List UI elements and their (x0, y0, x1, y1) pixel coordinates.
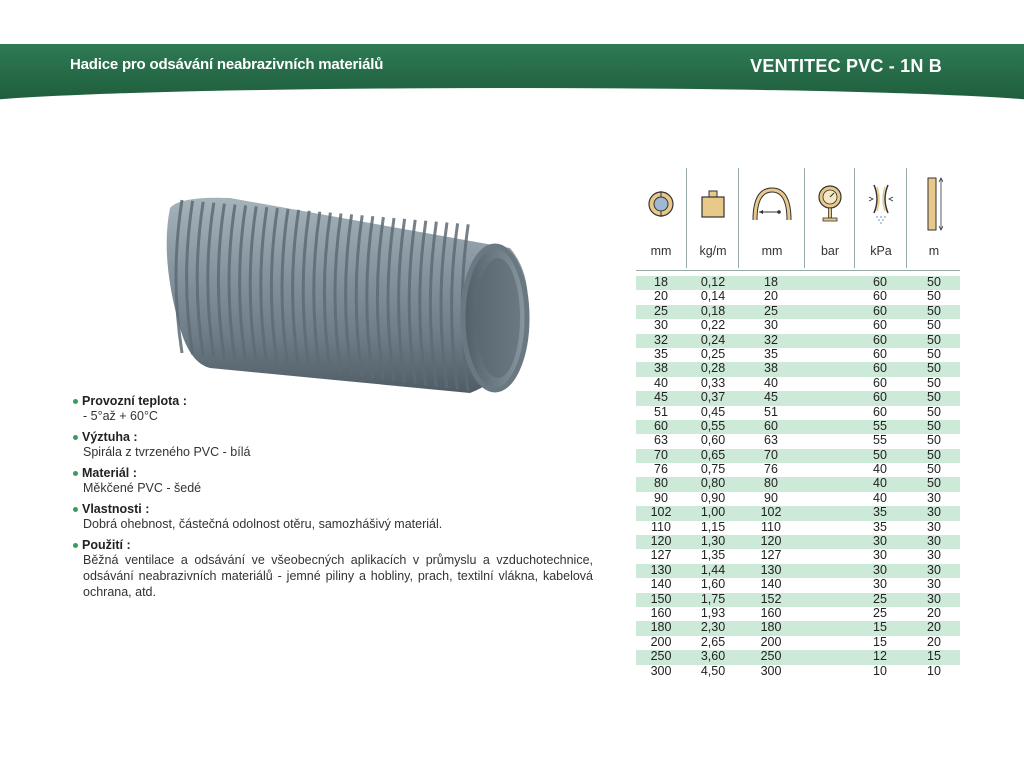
property-item (73, 502, 603, 532)
table-cell: 200 (760, 634, 782, 649)
bullet-icon (73, 471, 78, 476)
table-row (636, 449, 960, 463)
table-row (636, 636, 960, 650)
table-row (636, 420, 960, 434)
table-row (636, 621, 960, 635)
table-cell: 40 (654, 375, 668, 390)
table-cell: 250 (650, 649, 672, 664)
table-cell: 130 (760, 562, 782, 577)
property-value: Spirála z tvrzeného PVC - bílá (83, 445, 251, 459)
table-cell: 102 (650, 505, 672, 520)
table-cell: 140 (760, 577, 782, 592)
table-cell: 90 (654, 490, 668, 505)
table-cell: 30 (654, 318, 668, 333)
diameter-icon (636, 168, 686, 240)
table-cell: 2,30 (700, 620, 726, 635)
table-cell: 102 (760, 505, 782, 520)
table-cell: 0,14 (700, 289, 726, 304)
property-value: - 5°až + 60°C (83, 409, 158, 423)
table-cell: 1,60 (700, 577, 726, 592)
property-item (73, 430, 603, 460)
property-item (73, 538, 603, 600)
table-cell: 38 (764, 361, 778, 376)
table-cell: 0,28 (700, 361, 726, 376)
table-row (636, 607, 960, 621)
table-cell: 0,75 (700, 462, 726, 477)
table-cell: 30 (927, 577, 941, 592)
table-row (636, 535, 960, 549)
table-cell: 0,12 (700, 275, 726, 289)
table-cell: 90 (764, 490, 778, 505)
table-cell: 120 (760, 534, 782, 549)
table-cell: 35 (654, 346, 668, 361)
table-cell: 70 (764, 447, 778, 462)
table-cell: 30 (927, 505, 941, 520)
weight-icon (688, 168, 738, 240)
table-row (636, 319, 960, 333)
table-row (636, 434, 960, 448)
table-cell: 60 (873, 361, 887, 376)
table-cell: 152 (760, 591, 782, 606)
table-cell: 50 (927, 433, 941, 448)
table-cell: 50 (927, 289, 941, 304)
table-cell: 1,93 (700, 605, 726, 620)
table-row (636, 348, 960, 362)
header-curve-decoration (0, 88, 1024, 112)
table-cell: 1,30 (700, 534, 726, 549)
table-cell: 70 (654, 447, 668, 462)
property-label: Vlastnosti : (82, 502, 150, 516)
table-cell: 32 (654, 332, 668, 347)
table-cell: 160 (760, 605, 782, 620)
table-cell: 130 (650, 562, 672, 577)
table-cell: 35 (873, 519, 887, 534)
table-cell: 30 (927, 519, 941, 534)
property-value: Běžná ventilace a odsávání ve všeobecných aplikacích v průmyslu a vzduchotechnice, odsávání neabrazivních materiálů - jemné piliny a hobliny, prach, textilní vlákna, kabelová ochrana, atd. (83, 553, 593, 599)
table-row (636, 549, 960, 563)
table-cell: 0,25 (700, 346, 726, 361)
table-cell: 0,55 (700, 418, 726, 433)
table-row (636, 492, 960, 506)
table-cell: 60 (873, 404, 887, 419)
table-cell: 15 (873, 634, 887, 649)
table-row (636, 406, 960, 420)
unit-label: m (928, 244, 940, 258)
table-cell: 32 (764, 332, 778, 347)
table-cell: 10 (873, 663, 887, 678)
table-cell: 45 (764, 390, 778, 405)
table-cell: 30 (927, 548, 941, 563)
header-divider (636, 270, 960, 271)
table-cell: 60 (764, 418, 778, 433)
table-row (636, 391, 960, 405)
table-cell: 180 (650, 620, 672, 635)
table-row (636, 564, 960, 578)
table-cell: 30 (927, 562, 941, 577)
table-cell: 60 (654, 418, 668, 433)
table-cell: 50 (927, 318, 941, 333)
table-cell: 0,37 (700, 390, 726, 405)
table-cell: 1,75 (700, 591, 726, 606)
table-cell: 50 (927, 361, 941, 376)
table-cell: 30 (873, 534, 887, 549)
table-cell: 25 (764, 303, 778, 318)
unit-label: bar (820, 244, 840, 258)
properties-list (73, 394, 603, 606)
table-row (636, 593, 960, 607)
bullet-icon (73, 543, 78, 548)
table-cell: 38 (654, 361, 668, 376)
table-cell: 110 (761, 519, 781, 534)
property-item (73, 394, 603, 424)
table-cell: 180 (760, 620, 782, 635)
table-cell: 300 (760, 663, 782, 678)
table-cell: 25 (873, 591, 887, 606)
table-cell: 1,00 (700, 505, 726, 520)
table-cell: 45 (654, 390, 668, 405)
table-cell: 30 (927, 534, 941, 549)
table-cell: 110 (651, 519, 671, 534)
table-row (636, 305, 960, 319)
table-row (636, 506, 960, 520)
table-cell: 300 (650, 663, 672, 678)
table-cell: 60 (873, 346, 887, 361)
table-cell: 50 (873, 447, 887, 462)
table-cell: 20 (927, 620, 941, 635)
table-cell: 30 (927, 591, 941, 606)
table-cell: 0,24 (700, 332, 726, 347)
unit-label: mm (761, 244, 783, 258)
table-unit-row (636, 244, 960, 264)
table-cell: 10 (927, 663, 941, 678)
table-cell: 40 (873, 476, 887, 491)
table-row (636, 377, 960, 391)
table-cell: 0,90 (700, 490, 726, 505)
table-cell: 60 (873, 332, 887, 347)
bend-radius-icon (740, 168, 804, 240)
property-label: Použití : (82, 538, 131, 552)
table-cell: 1,35 (700, 548, 726, 563)
table-cell: 20 (927, 634, 941, 649)
table-cell: 60 (873, 303, 887, 318)
hose-illustration (140, 178, 540, 398)
table-cell: 50 (927, 390, 941, 405)
table-cell: 30 (873, 577, 887, 592)
table-cell: 127 (760, 548, 782, 563)
property-value: Měkčené PVC - šedé (83, 481, 202, 495)
table-cell: 40 (873, 490, 887, 505)
table-row (636, 477, 960, 491)
table-cell: 200 (650, 634, 672, 649)
table-cell: 20 (654, 289, 668, 304)
table-cell: 30 (764, 318, 778, 333)
table-cell: 76 (764, 462, 778, 477)
table-row (636, 276, 960, 290)
table-cell: 20 (927, 605, 941, 620)
table-cell: 51 (764, 404, 778, 419)
table-cell: 150 (650, 591, 672, 606)
table-cell: 50 (927, 476, 941, 491)
table-cell: 30 (927, 490, 941, 505)
table-cell: 35 (873, 505, 887, 520)
table-cell: 1,44 (700, 562, 726, 577)
spec-table (636, 168, 960, 678)
table-row (636, 290, 960, 304)
unit-label: kg/m (699, 244, 727, 258)
table-cell: 15 (873, 620, 887, 635)
table-cell: 0,22 (700, 318, 726, 333)
table-cell: 50 (927, 418, 941, 433)
table-row (636, 521, 960, 535)
table-cell: 76 (654, 462, 668, 477)
table-cell: 0,45 (700, 404, 726, 419)
table-cell: 25 (873, 605, 887, 620)
table-cell: 1,15 (700, 519, 726, 534)
table-cell: 50 (927, 447, 941, 462)
table-row (636, 650, 960, 664)
table-cell: 25 (654, 303, 668, 318)
table-row (636, 334, 960, 348)
table-cell: 50 (927, 275, 941, 289)
table-cell: 40 (873, 462, 887, 477)
bullet-icon (73, 435, 78, 440)
vacuum-icon (856, 168, 906, 240)
table-cell: 127 (650, 548, 672, 563)
length-icon (908, 168, 960, 240)
table-cell: 250 (760, 649, 782, 664)
table-cell: 0,18 (700, 303, 726, 318)
product-name: VENTITEC PVC - 1N B (750, 56, 942, 76)
table-cell: 50 (927, 303, 941, 318)
table-cell: 80 (764, 476, 778, 491)
table-cell: 12 (873, 649, 887, 664)
table-cell: 30 (873, 562, 887, 577)
table-cell: 55 (873, 418, 887, 433)
pressure-gauge-icon (806, 168, 854, 240)
table-cell: 0,80 (700, 476, 726, 491)
table-cell: 50 (927, 462, 941, 477)
table-cell: 63 (764, 433, 778, 448)
table-cell: 60 (873, 289, 887, 304)
table-row (636, 463, 960, 477)
unit-label: kPa (870, 244, 892, 258)
table-cell: 60 (873, 275, 887, 289)
table-cell: 40 (764, 375, 778, 390)
table-cell: 60 (873, 375, 887, 390)
table-cell: 50 (927, 346, 941, 361)
property-value: Dobrá ohebnost, částečná odolnost otěru, samozhášivý materiál. (83, 517, 443, 531)
table-cell: 18 (764, 275, 778, 289)
table-cell: 30 (873, 548, 887, 563)
table-cell: 35 (764, 346, 778, 361)
table-cell: 0,33 (700, 375, 726, 390)
table-cell: 50 (927, 332, 941, 347)
bullet-icon (73, 507, 78, 512)
table-cell: 160 (650, 605, 672, 620)
table-cell: 50 (927, 375, 941, 390)
table-cell: 120 (650, 534, 672, 549)
table-cell: 4,50 (700, 663, 726, 678)
table-row (636, 578, 960, 592)
property-label: Provozní teplota : (82, 394, 187, 408)
unit-label: mm (650, 244, 672, 258)
table-row (636, 665, 960, 679)
table-cell: 0,65 (700, 447, 726, 462)
table-row (636, 362, 960, 376)
table-cell: 20 (764, 289, 778, 304)
table-cell: 63 (654, 433, 668, 448)
table-cell: 51 (654, 404, 668, 419)
table-cell: 2,65 (700, 634, 726, 649)
table-cell: 15 (927, 649, 941, 664)
table-body (636, 276, 960, 679)
property-item (73, 466, 603, 496)
table-cell: 55 (873, 433, 887, 448)
page-title: Hadice pro odsávání neabrazivních materiálů (70, 56, 384, 73)
table-cell: 18 (654, 275, 668, 289)
table-cell: 80 (654, 476, 668, 491)
table-cell: 3,60 (700, 649, 726, 664)
table-cell: 50 (927, 404, 941, 419)
property-label: Materiál : (82, 466, 137, 480)
table-cell: 60 (873, 318, 887, 333)
table-icon-row (636, 168, 960, 240)
bullet-icon (73, 399, 78, 404)
table-cell: 140 (650, 577, 672, 592)
property-label: Výztuha : (82, 430, 138, 444)
table-cell: 0,60 (700, 433, 726, 448)
table-cell: 60 (873, 390, 887, 405)
